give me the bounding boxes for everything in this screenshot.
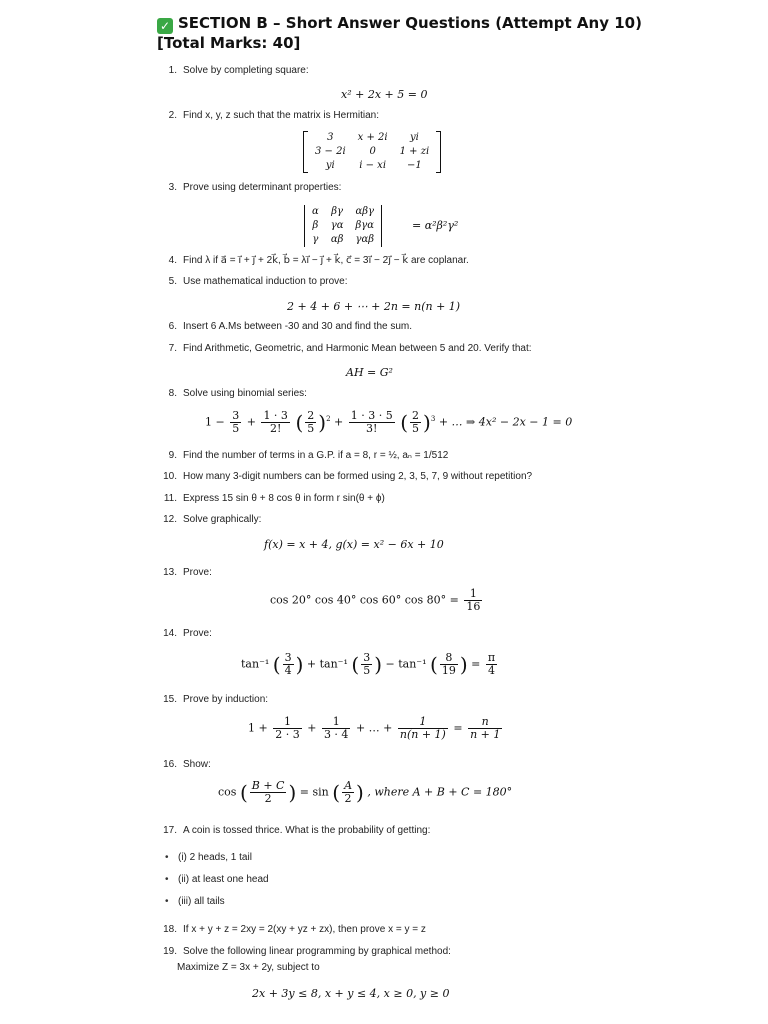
equation-15: 1 + $\frac{1}{2 \cdot 3}$ + $\frac{1}{3 \cdot 4}$ + … + $\frac{1}{n(n + 1)}$ = $\frac{n}{n + 1}$ bbox=[248, 715, 501, 741]
question-9: 9. Find the number of terms in a G.P. if a = 8, r = ½, aₙ = 1/512 bbox=[168, 450, 449, 461]
option-iii: • (iii) all tails bbox=[165, 896, 225, 907]
total-marks: [Total Marks: 40] bbox=[157, 34, 301, 52]
question-7: 7. Find Arithmetic, Geometric, and Harmonic Mean between 5 and 20. Verify that: bbox=[168, 343, 532, 354]
question-16: 16. Show: bbox=[163, 759, 211, 770]
question-19: 19. Solve the following linear programming by graphical method: bbox=[163, 946, 451, 957]
equation-16: cos ( $\frac{B + C}{2}$ ) = sin ( $\frac{A}{2}$ ) , where A + B + C = 180° bbox=[218, 779, 513, 805]
option-ii: • (ii) at least one head bbox=[165, 874, 269, 885]
question-19-subtext: Maximize Z = 3x + 2y, subject to bbox=[177, 962, 320, 973]
question-11: 11. Express 15 sin θ + 8 cos θ in form r sin(θ + ϕ) bbox=[163, 493, 385, 504]
question-12: 12. Solve graphically: bbox=[163, 514, 262, 525]
check-mark-icon: ✓ bbox=[157, 18, 173, 34]
question-10: 10. How many 3-digit numbers can be formed using 2, 3, 5, 7, 9 without repetition? bbox=[163, 471, 533, 482]
determinant: α βγ αβγ β γα βγα γ αβ γαβ bbox=[304, 205, 382, 247]
question-6: 6. Insert 6 A.Ms between -30 and 30 and find the sum. bbox=[168, 321, 413, 332]
equation-13: cos 20° cos 40° cos 60° cos 80° = $\frac{1}{16}$ bbox=[270, 587, 481, 613]
determinant-rhs: = α²β²γ² bbox=[412, 219, 459, 232]
binomial-series-equation: 1 − $\frac{3}{5}$ + $\frac{1 \cdot 3}{2!}$ ( $\frac{2}{5}$ )$^2$ + $\frac{1 \cdot 3 \cdot 5}{3!}$ ( $\frac{2}{5}$ )$^3$ + … ⇒ 4x² − 2x − 1 = 0 bbox=[205, 409, 573, 435]
equation-1: x² + 2x + 5 = 0 bbox=[341, 88, 428, 101]
equation-5: 2 + 4 + 6 + ⋯ + 2n = n(n + 1) bbox=[287, 300, 461, 313]
question-15: 15. Prove by induction: bbox=[163, 694, 269, 705]
equation-12: f(x) = x + 4, g(x) = x² − 6x + 10 bbox=[264, 538, 444, 551]
hermitian-matrix: 3 x + 2i yi 3 − 2i 0 1 + zi yi i − xi −1 bbox=[303, 131, 441, 173]
option-i: • (i) 2 heads, 1 tail bbox=[165, 852, 252, 863]
question-5: 5. Use mathematical induction to prove: bbox=[168, 276, 348, 287]
question-1: 1. Solve by completing square: bbox=[168, 65, 309, 76]
equation-14: tan⁻¹ ( $\frac{3}{4}$ ) + tan⁻¹ ( $\frac{3}{5}$ ) − tan⁻¹ ( $\frac{8}{19}$ ) = $\frac{\pi}{4}$ bbox=[241, 651, 496, 677]
question-4: 4. Find λ if a⃗ = i⃗ + j⃗ + 2k⃗, b⃗ = λi⃗ − j⃗ + k⃗, c⃗ = 3i⃗ − 2j⃗ − k⃗ are coplanar. bbox=[168, 255, 469, 266]
question-8: 8. Solve using binomial series: bbox=[168, 388, 307, 399]
question-17: 17. A coin is tossed thrice. What is the probability of getting: bbox=[163, 825, 431, 836]
question-18: 18. If x + y + z = 2xy = 2(xy + yz + zx), then prove x = y = z bbox=[163, 924, 426, 935]
question-13: 13. Prove: bbox=[163, 567, 212, 578]
question-14: 14. Prove: bbox=[163, 628, 212, 639]
question-3: 3. Prove using determinant properties: bbox=[168, 182, 342, 193]
question-2: 2. Find x, y, z such that the matrix is Hermitian: bbox=[168, 110, 379, 121]
equation-7: AH = G² bbox=[346, 366, 393, 379]
section-title: ✓ SECTION B – Short Answer Questions (Attempt Any 10) bbox=[157, 14, 642, 34]
equation-19: 2x + 3y ≤ 8, x + y ≤ 4, x ≥ 0, y ≥ 0 bbox=[252, 987, 450, 1000]
